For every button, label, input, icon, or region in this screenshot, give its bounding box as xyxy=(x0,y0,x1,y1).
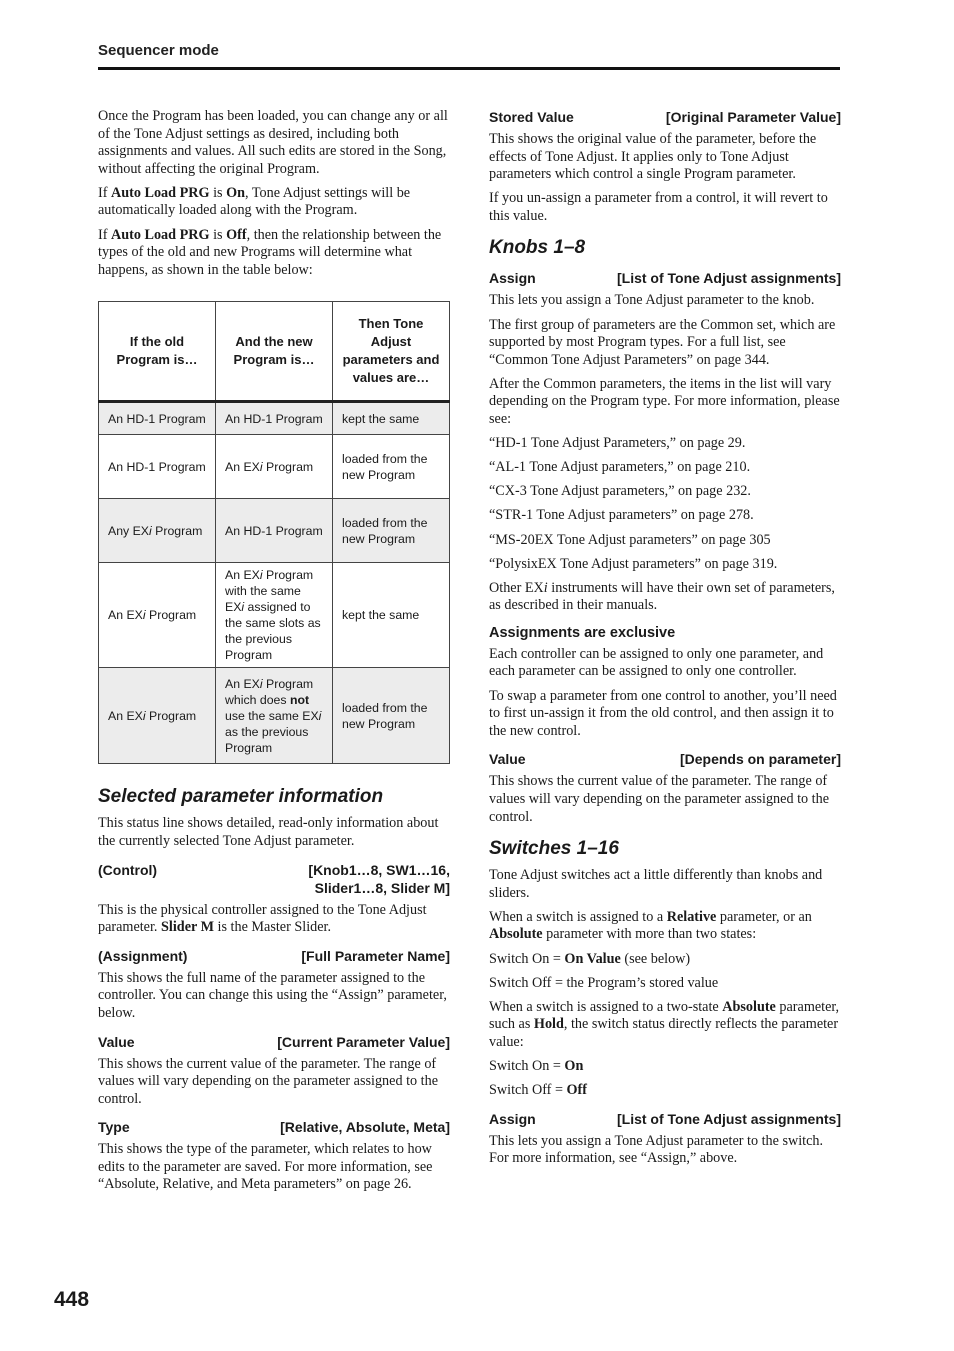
right-column xyxy=(489,108,841,1174)
param-name: (Assignment) xyxy=(98,947,188,964)
table-cell: kept the same xyxy=(333,563,450,668)
table-row xyxy=(99,563,450,668)
cross-reference: “PolysixEX Tone Adjust parameters” on page 319. xyxy=(489,555,778,572)
param-description: The first group of parameters are the Common set, which are supported by most Program types. For a full list, see “Common Tone Adjust Parameters” on page 344. xyxy=(489,316,836,368)
table-cell: loaded from the new Program xyxy=(333,435,450,499)
param-description: This shows the original value of the parameter, before the effects of Tone Adjust. It applies only to Tone Adjust parameters which control a single Program parameter. xyxy=(489,131,817,183)
param-description: This is the physical controller assigned to the Tone Adjust parameter. Slider M is the Master Slider. xyxy=(98,901,427,936)
exclusive-description: Each controller can be assigned to only one parameter, and each parameter can be assigned to only one controller. xyxy=(489,645,824,680)
param-name: Assign xyxy=(489,1110,536,1127)
type-param-row xyxy=(98,1118,450,1136)
table-header-result: Then Tone Adjust parameters and values are… xyxy=(333,302,450,402)
cross-reference: “AL-1 Tone Adjust parameters,” on page 210. xyxy=(489,459,751,476)
param-range: [Original Parameter Value] xyxy=(665,109,841,125)
table-cell: An HD-1 Program xyxy=(216,402,333,435)
param-range: [Knob1…8, SW1…16, Slider1…8, Slider M] xyxy=(308,861,450,896)
page-header xyxy=(98,42,840,59)
other-exi-paragraph: Other EXi instruments will have their own set of parameters, as described in their manuals. xyxy=(489,579,835,614)
table-cell: An HD-1 Program xyxy=(216,499,333,563)
switches-description: When a switch is assigned to a two-state Absolute parameter, such as Hold, the switch status directly reflects the parameter value: xyxy=(489,998,840,1050)
table-cell: An EXi Program xyxy=(99,563,216,668)
table-header-old: If the old Program is… xyxy=(99,302,216,402)
table-row xyxy=(99,668,450,764)
table-row xyxy=(99,499,450,563)
table-cell: loaded from the new Program xyxy=(333,668,450,764)
table-cell: kept the same xyxy=(333,402,450,435)
param-name: Type xyxy=(98,1119,130,1136)
table-row xyxy=(99,402,450,435)
exclusive-description: To swap a parameter from one control to another, you’ll need to first un-assign it from the old control, and then assign it to the new control. xyxy=(489,687,837,739)
control-param-row xyxy=(98,861,450,897)
table-cell: Any EXi Program xyxy=(99,499,216,563)
knobs-assign-param-row xyxy=(489,269,841,287)
table-cell: An EXi Program which does not use the same EXi as the previous Program xyxy=(216,668,333,764)
table-cell: An EXi Program xyxy=(99,668,216,764)
table-cell: An HD-1 Program xyxy=(99,402,216,435)
param-description: This shows the current value of the parameter. The range of values will vary depending on the parameter assigned to the control. xyxy=(489,773,830,825)
knobs-heading: Knobs 1–8 xyxy=(489,237,586,259)
stored-value-param-row xyxy=(489,108,841,126)
param-description: This lets you assign a Tone Adjust parameter to the knob. xyxy=(489,292,815,309)
table-row xyxy=(99,435,450,499)
param-description: This shows the type of the parameter, which relates to how edits to the parameter are saved. For more information, see “Absolute, Relative, and Meta parameters” on page 26. xyxy=(98,1141,433,1193)
exclusive-heading: Assignments are exclusive xyxy=(489,624,676,641)
param-name: Stored Value xyxy=(489,109,574,125)
tone-adjust-load-table xyxy=(98,301,450,764)
param-description: This shows the current value of the parameter. The range of values will vary depending on the parameter assigned to the control. xyxy=(98,1055,439,1107)
param-range: [List of Tone Adjust assignments] xyxy=(616,1110,841,1127)
param-description: This lets you assign a Tone Adjust parameter to the switch. For more information, see “Assign,” above. xyxy=(489,1132,824,1167)
section-title: Sequencer mode xyxy=(98,42,219,59)
switches-assign-param-row xyxy=(489,1110,841,1128)
table-cell: An EXi Program xyxy=(216,435,333,499)
cross-reference: “STR-1 Tone Adjust parameters” on page 278. xyxy=(489,507,754,524)
switches-description: Switch Off = the Program’s stored value xyxy=(489,974,719,991)
auto-load-off-paragraph: If Auto Load PRG is Off, then the relationship between the types of the old and new Programs will determine what happens, as shown in the table below: xyxy=(98,226,442,278)
header-rule xyxy=(98,67,840,70)
intro-paragraph: Once the Program has been loaded, you can change any or all of the Tone Adjust settings as desired, including both assignments and values. All such edits are stored in the Song, without affecting the original Program. xyxy=(98,108,448,177)
table-header-row xyxy=(99,302,450,402)
selected-parameter-intro: This status line shows detailed, read-only information about the currently selected Tone Adjust parameter. xyxy=(98,815,439,849)
param-description: This shows the full name of the parameter assigned to the controller. You can change this using the “Assign” parameter, below. xyxy=(98,969,447,1021)
param-range: [Current Parameter Value] xyxy=(277,1033,450,1050)
table-cell: An HD-1 Program xyxy=(99,435,216,499)
param-range: [Relative, Absolute, Meta] xyxy=(280,1119,450,1136)
selected-parameter-heading: Selected parameter information xyxy=(98,786,384,808)
switches-description: Switch Off = Off xyxy=(489,1082,587,1099)
cross-reference: “CX-3 Tone Adjust parameters,” on page 232. xyxy=(489,483,751,500)
table-cell: An EXi Program with the same EXi assigned to the same slots as the previous Program xyxy=(216,563,333,668)
table-cell: loaded from the new Program xyxy=(333,499,450,563)
param-description: After the Common parameters, the items in the list will vary depending on the Program type. For more information, please see: xyxy=(489,375,840,428)
switches-heading: Switches 1–16 xyxy=(489,838,619,860)
auto-load-on-paragraph: If Auto Load PRG is On, Tone Adjust settings will be automatically loaded along with the Program. xyxy=(98,184,411,219)
param-range: [Depends on parameter] xyxy=(679,751,841,768)
assignment-param-row xyxy=(98,947,450,965)
param-range: [Full Parameter Name] xyxy=(301,947,450,964)
knobs-value-param-row xyxy=(489,750,841,768)
param-description: If you un-assign a parameter from a control, it will revert to this value. xyxy=(489,190,828,224)
value-param-row xyxy=(98,1033,450,1051)
param-name: Assign xyxy=(489,270,536,287)
switches-description: Switch On = On Value (see below) xyxy=(489,950,691,967)
param-name: Value xyxy=(489,751,526,768)
switches-description: Switch On = On xyxy=(489,1057,584,1074)
switches-description: When a switch is assigned to a Relative parameter, or an Absolute parameter with more than two states: xyxy=(489,908,812,943)
page-number: 448 xyxy=(54,1288,90,1311)
param-name: (Control) xyxy=(98,861,158,878)
cross-reference: “MS-20EX Tone Adjust parameters” on page 305 xyxy=(489,531,771,548)
param-name: Value xyxy=(98,1033,135,1050)
param-range: [List of Tone Adjust assignments] xyxy=(616,270,841,287)
table-header-new: And the new Program is… xyxy=(216,302,333,402)
left-column xyxy=(98,108,450,1201)
switches-description: Tone Adjust switches act a little differently than knobs and sliders. xyxy=(489,867,823,901)
cross-reference: “HD-1 Tone Adjust Parameters,” on page 29. xyxy=(489,435,746,452)
